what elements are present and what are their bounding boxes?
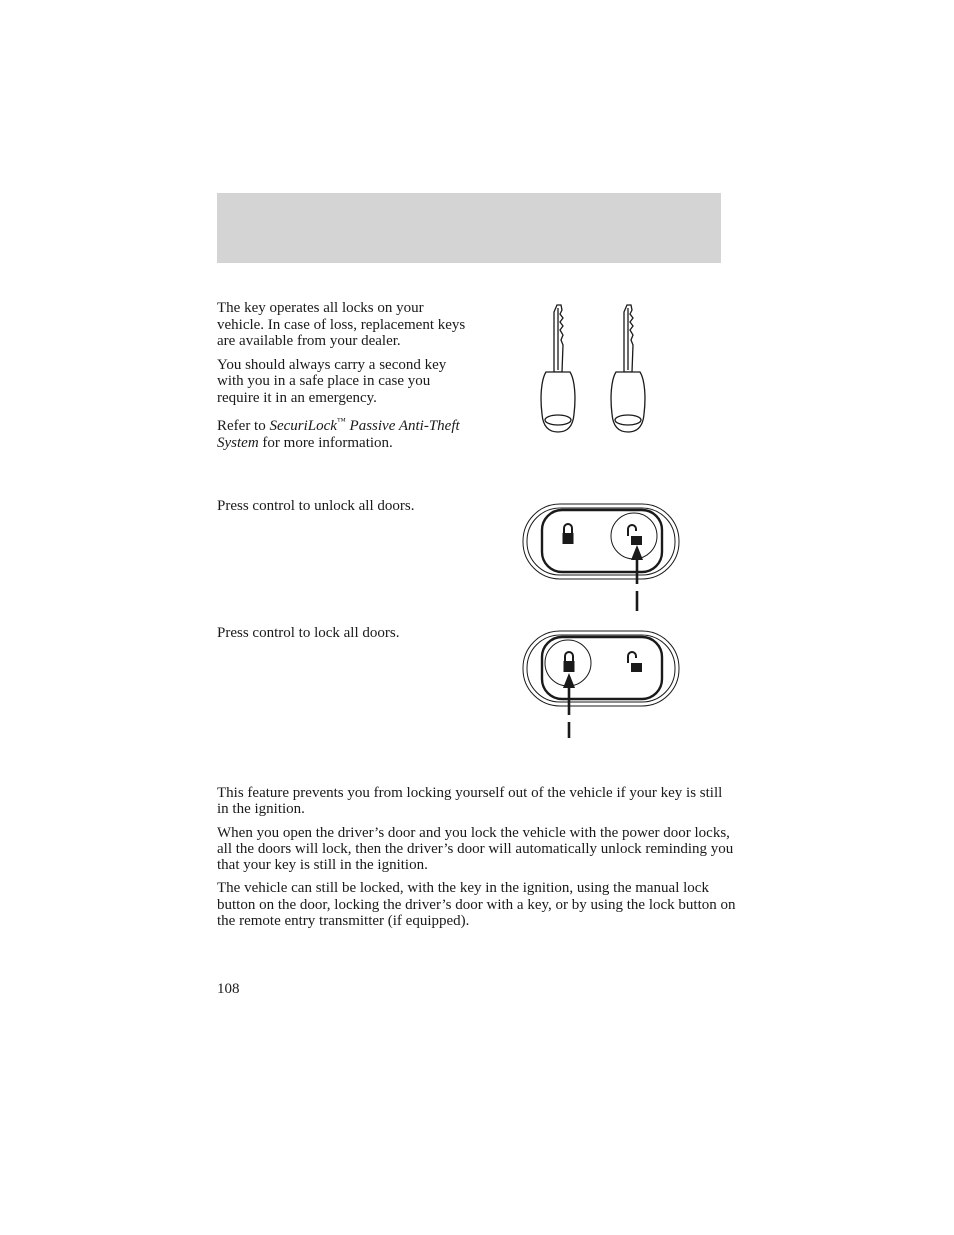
securilock-term: SecuriLock [269, 418, 337, 434]
unlock-instruction: Press control to unlock all doors. [217, 498, 415, 514]
trademark-symbol: ™ [336, 416, 346, 426]
anti-theft-system-term: Passive Anti-Theft System [217, 418, 460, 451]
refer-suffix: for more information. [258, 434, 393, 451]
keys-paragraph-2: You should always carry a second key with you in a safe place in case you require it in an emergency. [217, 356, 447, 406]
lockout-paragraph-2: When you open the driver’s door and you lock the vehicle with the power door locks, all the doors will lock, then the driver’s door will automatically unlock reminding you that your key is still in the ignition. [217, 824, 734, 874]
lockout-text [217, 785, 737, 936]
keys-paragraph-1: The key operates all locks on your vehicle. In case of loss, replacement keys are available from your dealer. [217, 300, 466, 349]
lock-instruction: Press control to lock all doors. [217, 625, 400, 641]
key-icon [611, 305, 645, 432]
lockout-paragraph-3: The vehicle can still be locked, with the key in the ignition, using the manual lock button on the door, locking the driver’s door with a key, or by using the lock button on the remote entry transmitter (if equipped). [217, 880, 736, 930]
keys-text [217, 300, 472, 458]
lockout-paragraph-1: This feature prevents you from locking yourself out of the vehicle if your key is still in the ignition. [217, 785, 723, 818]
refer-prefix: Refer to [217, 418, 270, 434]
keys-illustration [528, 300, 668, 438]
remote-lock-illustration [520, 627, 682, 742]
keys-paragraph-3 [217, 413, 472, 451]
key-icon [541, 305, 575, 432]
remote-unlock-illustration [520, 500, 682, 615]
section-header-band [217, 193, 721, 263]
page-number: 108 [217, 981, 240, 997]
